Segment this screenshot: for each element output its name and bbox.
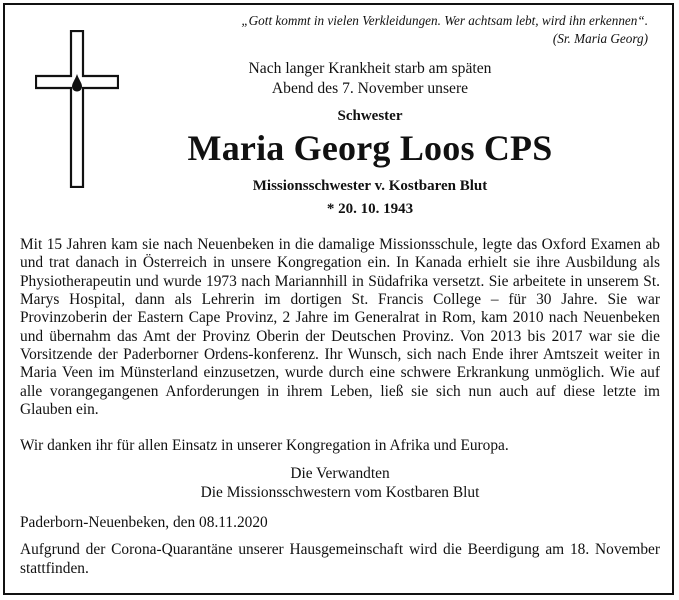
intro-line-2: Abend des 7. November unsere [271, 80, 469, 97]
thanks-line: Wir danken ihr für allen Einsatz in unserer Kongregation in Afrika und Europa. [20, 437, 509, 454]
epigraph-quote: „Gott kommt in vielen Verkleidungen. Wer achtsam lebt, wird ihn erkennen“. [241, 13, 648, 28]
place-date: Paderborn-Neuenbeken, den 08.11.2020 [20, 514, 268, 531]
signer-relatives: Die Verwandten [290, 465, 390, 482]
epigraph-attribution: (Sr. Maria Georg) [552, 31, 648, 46]
title-label: Schwester [337, 108, 403, 124]
signers [20, 464, 660, 502]
birth-date: * 20. 10. 1943 [326, 201, 414, 217]
cross-icon [35, 30, 119, 188]
deceased-name: Maria Georg Loos CPS [187, 128, 553, 168]
intro-text [140, 59, 600, 99]
intro-line-1: Nach langer Krankheit starb am späten [248, 60, 492, 77]
signer-sisters: Die Missionsschwestern vom Kostbaren Blut [200, 484, 480, 501]
epigraph [170, 12, 648, 48]
biography-paragraph: Mit 15 Jahren kam sie nach Neuenbeken in die damalige Missionsschule, legte das Oxford Examen ab und trat danach in Österreich in unsere Kongregation ein. In Kanada erhielt sie ihre Ausbildung als Physiotherapeutin und wurde 1973 nach Mariannhill in Südafrika versetzt. Sie arbeitete in unserem St. Marys Hospital, dann als Lehrerin im dortigen St. Francis College – für 30 Jahre. Sie war Provinzoberin der Eastern Cape Provinz, 2 Jahre im Generalrat in Rom, kam 2010 nach Neuenbeken und übernahm das Amt der Provinz Oberin der Deutschen Provinz. Von 2013 bis 2017 war sie die Vorsitzende der Paderborner Ordens-konferenz. Ihr Wunsch, sich nach Ende ihrer Amtszeit weiter in Maria Veen im Münsterland einzusetzen, wurde durch eine schwere Erkrankung unmöglich. Wie auf alle vorangegangenen Anforderungen in ihrem Leben, ließ sie sich nun auch auf diese letzte im Glauben ein. [20, 236, 660, 419]
funeral-note: Aufgrund der Corona-Quarantäne unserer Hausgemeinschaft wird die Beerdigung am 18. November stattfinden. [20, 541, 660, 577]
order-affiliation: Missionsschwester v. Kostbaren Blut [252, 178, 488, 194]
